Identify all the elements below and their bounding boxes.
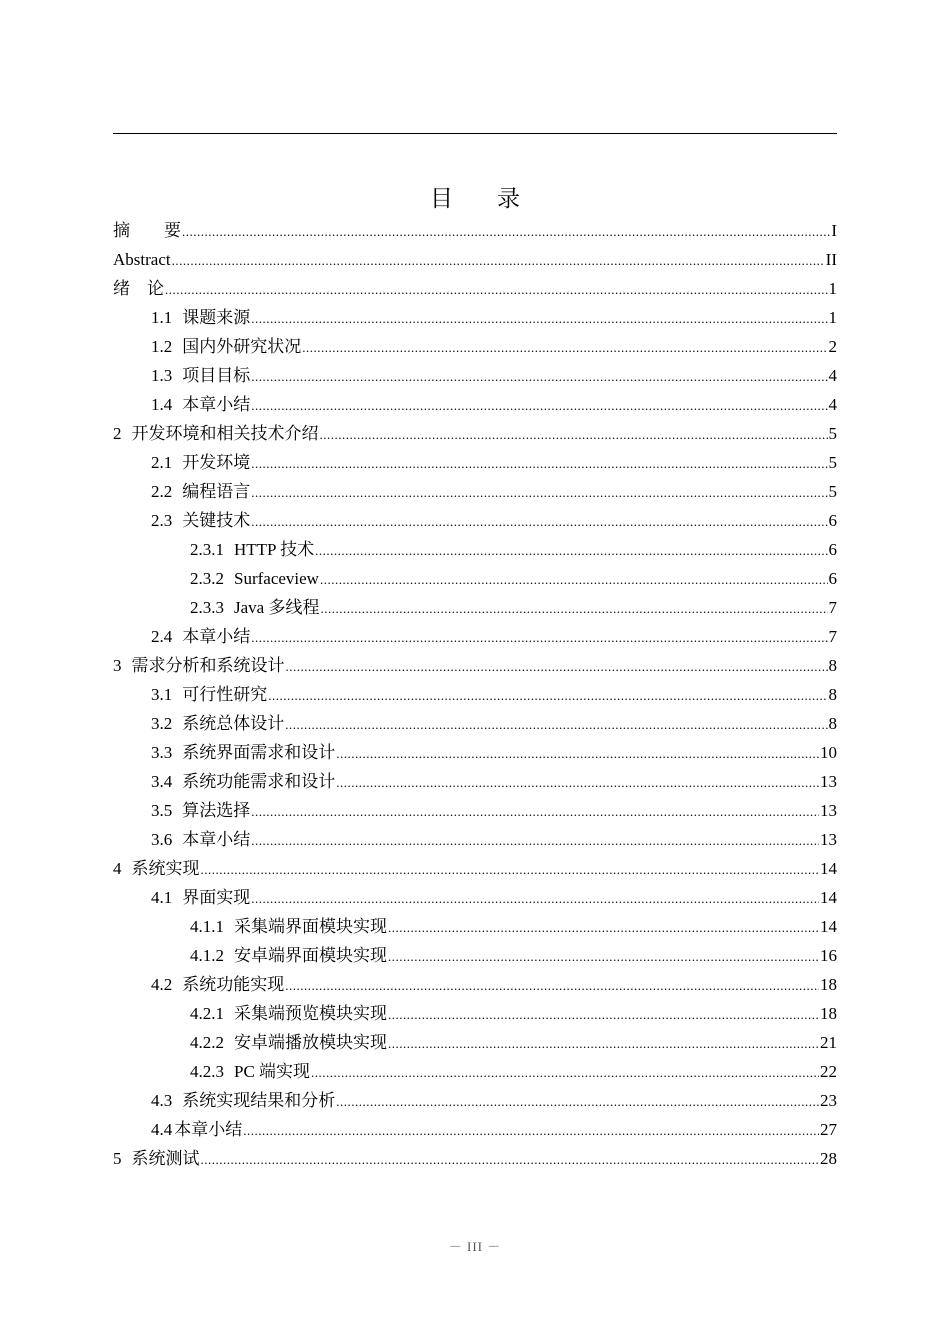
toc-entry-title: 项目目标 [182, 366, 251, 385]
toc-entry-number: 2 [113, 424, 122, 443]
page-title [0, 180, 950, 213]
toc-dot-leader [251, 391, 827, 420]
toc-dot-leader [302, 333, 827, 362]
toc-entry-page: 4 [828, 395, 837, 414]
toc-entry-number: 4.2.2 [190, 1033, 224, 1052]
toc-entry-page: 13 [820, 801, 837, 820]
toc-entry-page: 21 [820, 1033, 837, 1052]
toc-entry[interactable] [113, 564, 837, 593]
toc-dot-leader [182, 217, 830, 246]
toc-entry-page: II [825, 250, 837, 269]
toc-dot-leader [286, 652, 828, 681]
toc-entry-page: 5 [828, 453, 837, 472]
toc-entry-number: 4.2.3 [190, 1062, 224, 1081]
toc-entry-number: 3.4 [151, 772, 173, 791]
toc-entry-number: 4.3 [151, 1091, 173, 1110]
toc-entry-number: 3.2 [151, 714, 173, 733]
toc-dot-leader [388, 1000, 819, 1029]
toc-entry-number: 4 [113, 859, 122, 878]
toc-entry-title: 界面实现 [182, 888, 251, 907]
toc-entry-number: 1.4 [151, 395, 173, 414]
toc-entry-title: 可行性研究 [182, 685, 268, 704]
toc-entry-title: 本章小结 [182, 830, 251, 849]
toc-dot-leader [336, 739, 819, 768]
toc-entry-title: 摘 要 [113, 221, 181, 240]
toc-entry-page: 16 [820, 946, 837, 965]
toc-dot-leader [243, 1116, 819, 1145]
title-char-2: 录 [497, 186, 520, 212]
toc-entry-title: 采集端预览模块实现 [234, 1004, 387, 1023]
toc-entry-page: I [831, 221, 837, 240]
toc-entry[interactable] [113, 825, 837, 854]
toc-dot-leader [388, 1029, 819, 1058]
toc-entry-title: 开发环境 [182, 453, 251, 472]
toc-entry-title: 安卓端播放模块实现 [234, 1033, 387, 1052]
toc-entry-page: 14 [820, 917, 837, 936]
toc-dot-leader [251, 507, 827, 536]
toc-entry-page: 27 [820, 1120, 837, 1139]
toc-entry[interactable] [113, 448, 837, 477]
toc-entry-page: 7 [828, 627, 837, 646]
toc-entry-title: HTTP 技术 [234, 540, 315, 559]
toc-entry-number: 1.1 [151, 308, 173, 327]
toc-entry-title: Java 多线程 [234, 598, 320, 617]
toc-entry[interactable] [113, 1057, 837, 1086]
toc-entry-number: 3.6 [151, 830, 173, 849]
toc-dot-leader [251, 449, 827, 478]
toc-entry[interactable] [113, 419, 837, 448]
toc-entry[interactable] [113, 1115, 837, 1144]
toc-entry-title: 采集端界面模块实现 [234, 917, 387, 936]
header-rule [113, 133, 837, 134]
toc-entry[interactable] [113, 622, 837, 651]
toc-entry-title: 编程语言 [182, 482, 251, 501]
toc-entry-page: 10 [820, 743, 837, 762]
toc-dot-leader [285, 971, 819, 1000]
toc-dot-leader [251, 478, 827, 507]
toc-dot-leader [172, 246, 825, 275]
toc-dot-leader [320, 594, 827, 623]
toc-entry[interactable] [113, 941, 837, 970]
toc-entry-title: 本章小结 [174, 1120, 243, 1139]
toc-entry-title: 系统实现结果和分析 [182, 1091, 336, 1110]
toc-entry-page: 1 [828, 279, 837, 298]
toc-entry-page: 18 [820, 975, 837, 994]
toc-entry[interactable] [113, 854, 837, 883]
toc-entry[interactable] [113, 477, 837, 506]
toc-entry-page: 22 [820, 1062, 837, 1081]
toc-dot-leader [251, 362, 827, 391]
toc-entry-page: 8 [828, 656, 837, 675]
toc-entry[interactable] [113, 999, 837, 1028]
toc-entry[interactable] [113, 274, 837, 303]
toc-entry-title: 绪 论 [113, 279, 164, 298]
toc-entry-number: 2.3.3 [190, 598, 224, 617]
toc-dot-leader [251, 884, 819, 913]
toc-entry[interactable] [113, 970, 837, 999]
toc-entry-page: 23 [820, 1091, 837, 1110]
title-char-1: 目 [430, 186, 453, 212]
toc-entry-title: 系统总体设计 [182, 714, 285, 733]
toc-entry-title: Abstract [113, 250, 171, 269]
toc-entry-number: 4.1.2 [190, 946, 224, 965]
toc-dot-leader [336, 768, 819, 797]
toc-entry-number: 2.3.1 [190, 540, 224, 559]
toc-entry-page: 6 [828, 569, 837, 588]
toc-dot-leader [268, 681, 827, 710]
toc-dot-leader [165, 275, 828, 304]
toc-dot-leader [251, 304, 827, 333]
toc-entry-number: 1.3 [151, 366, 173, 385]
toc-entry-number: 2.2 [151, 482, 173, 501]
toc-entry-number: 2.1 [151, 453, 173, 472]
toc-entry[interactable] [113, 738, 837, 767]
toc-entry[interactable] [113, 303, 837, 332]
toc-entry-number: 2.3.2 [190, 569, 224, 588]
toc-entry[interactable] [113, 883, 837, 912]
toc-entry[interactable] [113, 390, 837, 419]
toc-entry-number: 3 [113, 656, 122, 675]
toc-entry-number: 3.3 [151, 743, 173, 762]
toc-entry[interactable] [113, 912, 837, 941]
toc-dot-leader [320, 420, 828, 449]
toc-dot-leader [201, 855, 820, 884]
toc-entry[interactable] [113, 593, 837, 622]
toc-entry-page: 5 [828, 424, 837, 443]
toc-entry[interactable] [113, 245, 837, 274]
toc-dot-leader [320, 565, 828, 594]
toc-entry-page: 14 [820, 859, 837, 878]
toc-entry-title: 课题来源 [182, 308, 251, 327]
toc-entry-title: 开发环境和相关技术介绍 [131, 424, 319, 443]
toc-dot-leader [388, 942, 819, 971]
toc-entry-page: 8 [828, 685, 837, 704]
toc-entry-title: 算法选择 [182, 801, 251, 820]
toc-dot-leader [311, 1058, 819, 1087]
toc-entry-title: 安卓端界面模块实现 [234, 946, 387, 965]
page-number-footer: － III － [448, 1239, 502, 1254]
toc-dot-leader [315, 536, 827, 565]
toc-entry-title: 本章小结 [182, 627, 251, 646]
toc-entry[interactable] [113, 796, 837, 825]
toc-entry-number: 2.4 [151, 627, 173, 646]
toc-entry-title: 关键技术 [182, 511, 251, 530]
toc-entry-title: 系统功能实现 [182, 975, 285, 994]
toc-entry-page: 13 [820, 772, 837, 791]
toc-entry-number: 4.2.1 [190, 1004, 224, 1023]
toc-entry-title: PC 端实现 [234, 1062, 311, 1081]
toc-entry-page: 8 [828, 714, 837, 733]
toc-entry-page: 6 [828, 540, 837, 559]
toc-entry-page: 7 [828, 598, 837, 617]
toc-entry[interactable] [113, 216, 837, 245]
toc-entry[interactable] [113, 506, 837, 535]
toc-entry[interactable] [113, 651, 837, 680]
toc-entry[interactable] [113, 767, 837, 796]
toc-dot-leader [388, 913, 819, 942]
toc-entry-page: 28 [820, 1149, 837, 1168]
toc-entry-page: 6 [828, 511, 837, 530]
toc-entry-page: 5 [828, 482, 837, 501]
toc-entry[interactable] [113, 709, 837, 738]
toc-entry-title: 国内外研究状况 [182, 337, 302, 356]
toc-entry[interactable] [113, 680, 837, 709]
toc-entry-page: 1 [828, 308, 837, 327]
toc-entry[interactable] [113, 332, 837, 361]
toc-dot-leader [251, 623, 827, 652]
toc-entry[interactable] [113, 361, 837, 390]
toc-entry-number: 3.5 [151, 801, 173, 820]
toc-entry-page: 13 [820, 830, 837, 849]
toc-entry[interactable] [113, 1028, 837, 1057]
toc-entry-number: 2.3 [151, 511, 173, 530]
toc-entry-title: 本章小结 [182, 395, 251, 414]
toc-entry-number: 4.1.1 [190, 917, 224, 936]
toc-entry-number: 1.2 [151, 337, 173, 356]
toc-entry-title: 系统界面需求和设计 [182, 743, 336, 762]
toc-dot-leader [251, 797, 819, 826]
toc-entry-page: 14 [820, 888, 837, 907]
toc-dot-leader [201, 1145, 820, 1174]
toc-dot-leader [251, 826, 819, 855]
toc-entry-page: 4 [828, 366, 837, 385]
toc-entry[interactable] [113, 535, 837, 564]
toc-entry-title: Surfaceview [234, 569, 319, 588]
toc-dot-leader [285, 710, 827, 739]
toc-entry-title: 系统实现 [131, 859, 200, 878]
toc-entry-title: 需求分析和系统设计 [131, 656, 285, 675]
toc-entry[interactable] [113, 1144, 837, 1173]
toc-entry-page: 2 [828, 337, 837, 356]
toc-dot-leader [336, 1087, 819, 1116]
toc-entry-title: 系统测试 [131, 1149, 200, 1168]
toc-entry-title: 系统功能需求和设计 [182, 772, 336, 791]
toc-entry-page: 18 [820, 1004, 837, 1023]
table-of-contents [113, 216, 837, 1173]
toc-entry[interactable] [113, 1086, 837, 1115]
toc-entry-number: 4.1 [151, 888, 173, 907]
toc-entry-number: 5 [113, 1149, 122, 1168]
toc-entry-number: 4.4 [151, 1120, 173, 1139]
toc-entry-number: 4.2 [151, 975, 173, 994]
toc-entry-number: 3.1 [151, 685, 173, 704]
